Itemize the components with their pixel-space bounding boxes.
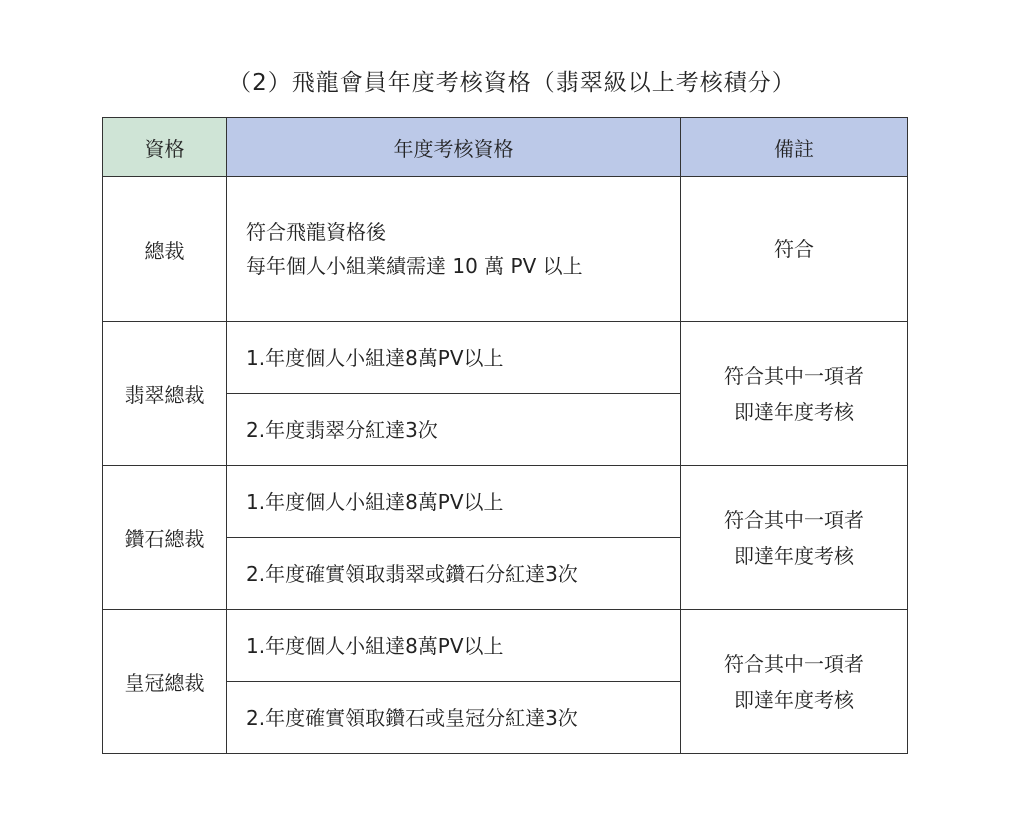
table-row [103,177,908,322]
note-line: 符合其中一項者 [724,651,864,676]
rank-cell: 總裁 [103,177,227,322]
page-title: （2）飛龍會員年度考核資格（翡翠級以上考核積分） [228,70,796,96]
requirement-cell: 1.年度個人小組達8萬PV以上 [227,322,681,394]
table-row [103,322,908,394]
note-cell: 符合 [681,177,908,322]
requirement-cell: 1.年度個人小組達8萬PV以上 [227,466,681,538]
requirement-line: 符合飛龍資格後 [246,220,386,244]
table-row [103,610,908,682]
requirement-cell: 2.年度確實領取翡翠或鑽石分紅達3次 [227,538,681,610]
header-note: 備註 [681,118,908,177]
note-line: 即達年度考核 [734,399,854,424]
table-header-row [103,118,908,177]
note-cell [681,466,908,610]
requirement-line: 每年個人小組業績需達 10 萬 PV 以上 [246,254,583,278]
rank-cell: 鑽石總裁 [103,466,227,610]
note-line: 符合其中一項者 [724,363,864,388]
requirement-cell: 1.年度個人小組達8萬PV以上 [227,610,681,682]
header-qualification: 資格 [103,118,227,177]
note-line: 即達年度考核 [734,543,854,568]
note-cell [681,610,908,754]
rank-cell: 翡翠總裁 [103,322,227,466]
qualification-table [102,117,908,754]
table-row [103,466,908,538]
requirement-cell: 2.年度翡翠分紅達3次 [227,394,681,466]
note-cell [681,322,908,466]
note-line: 符合其中一項者 [724,507,864,532]
header-annual-requirement: 年度考核資格 [227,118,681,177]
requirement-cell [227,177,681,322]
requirement-cell: 2.年度確實領取鑽石或皇冠分紅達3次 [227,682,681,754]
rank-cell: 皇冠總裁 [103,610,227,754]
note-line: 即達年度考核 [734,687,854,712]
